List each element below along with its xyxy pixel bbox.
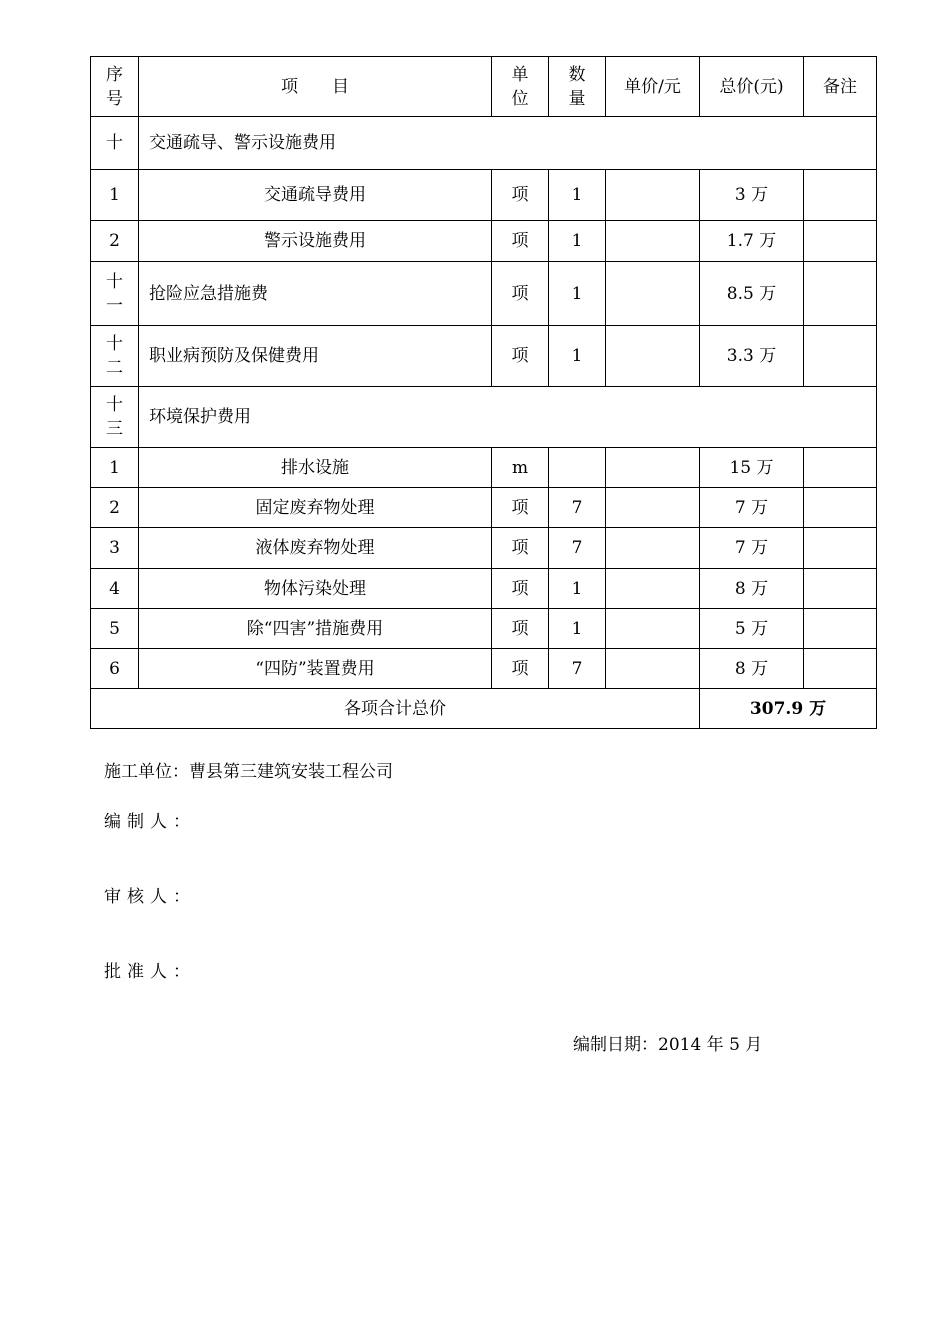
row-unit: 项 — [492, 569, 549, 609]
row-unit-price — [606, 569, 700, 609]
row-unit: 项 — [492, 170, 549, 221]
row-qty: 1 — [549, 569, 606, 609]
row-unit: 项 — [492, 649, 549, 689]
row-unit-price — [606, 649, 700, 689]
row-item: 职业病预防及保健费用 — [139, 326, 492, 387]
row-unit: 项 — [492, 326, 549, 387]
row-total: 15 万 — [700, 448, 804, 488]
row-qty: 1 — [549, 262, 606, 326]
row-seq: 十三 — [91, 387, 139, 448]
header-unit-price: 单价/元 — [606, 57, 700, 117]
row-remark — [804, 649, 877, 689]
table-row — [91, 488, 877, 528]
table-row — [91, 326, 877, 387]
summary-row — [91, 689, 877, 729]
row-unit-price — [606, 170, 700, 221]
row-item: “四防”装置费用 — [139, 649, 492, 689]
row-unit-price — [606, 326, 700, 387]
row-item: 物体污染处理 — [139, 569, 492, 609]
row-item: 交通疏导费用 — [139, 170, 492, 221]
row-seq: 1 — [91, 170, 139, 221]
row-unit: 项 — [492, 528, 549, 569]
header-remark: 备注 — [804, 57, 877, 117]
row-qty: 7 — [549, 528, 606, 569]
row-unit: 项 — [492, 221, 549, 262]
row-seq: 十二 — [91, 326, 139, 387]
section-row — [91, 387, 877, 448]
row-unit: 项 — [492, 488, 549, 528]
row-total: 8 万 — [700, 649, 804, 689]
header-unit: 单位 — [492, 57, 549, 117]
row-qty: 7 — [549, 488, 606, 528]
row-seq: 5 — [91, 609, 139, 649]
row-remark — [804, 221, 877, 262]
compiler-label: 编制人： — [104, 812, 196, 832]
row-seq: 2 — [91, 221, 139, 262]
table-row — [91, 569, 877, 609]
row-item: 除“四害”措施费用 — [139, 609, 492, 649]
row-seq: 1 — [91, 448, 139, 488]
row-remark — [804, 448, 877, 488]
table-row — [91, 609, 877, 649]
approver-label: 批准人： — [104, 962, 196, 982]
construction-company: 施工单位：曹县第三建筑安装工程公司 — [104, 762, 393, 782]
header-qty: 数量 — [549, 57, 606, 117]
row-seq: 6 — [91, 649, 139, 689]
row-qty — [549, 448, 606, 488]
row-remark — [804, 262, 877, 326]
row-remark — [804, 609, 877, 649]
row-unit-price — [606, 221, 700, 262]
row-remark — [804, 170, 877, 221]
row-item: 警示设施费用 — [139, 221, 492, 262]
row-total: 8 万 — [700, 569, 804, 609]
row-unit-price — [606, 488, 700, 528]
row-unit: 项 — [492, 262, 549, 326]
row-seq: 十 — [91, 117, 139, 170]
row-qty: 1 — [549, 170, 606, 221]
table-row — [91, 649, 877, 689]
section-title: 环境保护费用 — [139, 387, 877, 448]
header-total: 总价(元) — [700, 57, 804, 117]
row-total: 3.3 万 — [700, 326, 804, 387]
row-remark — [804, 488, 877, 528]
header-item: 项 目 — [139, 57, 492, 117]
row-unit-price — [606, 609, 700, 649]
row-unit: m — [492, 448, 549, 488]
row-item: 排水设施 — [139, 448, 492, 488]
row-remark — [804, 569, 877, 609]
row-total: 1.7 万 — [700, 221, 804, 262]
row-seq: 4 — [91, 569, 139, 609]
row-seq: 十一 — [91, 262, 139, 326]
row-total: 5 万 — [700, 609, 804, 649]
row-total: 3 万 — [700, 170, 804, 221]
row-qty: 1 — [549, 326, 606, 387]
table-row — [91, 221, 877, 262]
row-total: 7 万 — [700, 528, 804, 569]
row-qty: 7 — [549, 649, 606, 689]
row-qty: 1 — [549, 609, 606, 649]
section-title: 交通疏导、警示设施费用 — [139, 117, 877, 170]
row-remark — [804, 326, 877, 387]
row-remark — [804, 528, 877, 569]
row-item: 固定废弃物处理 — [139, 488, 492, 528]
row-item: 液体废弃物处理 — [139, 528, 492, 569]
compile-date: 编制日期：2014 年 5 月 — [573, 1035, 763, 1055]
summary-label: 各项合计总价 — [91, 689, 700, 729]
row-unit-price — [606, 448, 700, 488]
row-seq: 3 — [91, 528, 139, 569]
table-row — [91, 528, 877, 569]
row-total: 8.5 万 — [700, 262, 804, 326]
row-qty: 1 — [549, 221, 606, 262]
header-seq: 序号 — [91, 57, 139, 117]
header-row — [91, 57, 877, 117]
row-total: 7 万 — [700, 488, 804, 528]
table-row — [91, 262, 877, 326]
row-item: 抢险应急措施费 — [139, 262, 492, 326]
cost-table — [90, 56, 877, 729]
row-unit: 项 — [492, 609, 549, 649]
table-row — [91, 448, 877, 488]
row-unit-price — [606, 262, 700, 326]
summary-total: 307.9 万 — [700, 689, 877, 729]
reviewer-label: 审核人： — [104, 887, 196, 907]
row-unit-price — [606, 528, 700, 569]
table-row — [91, 170, 877, 221]
section-row — [91, 117, 877, 170]
row-seq: 2 — [91, 488, 139, 528]
